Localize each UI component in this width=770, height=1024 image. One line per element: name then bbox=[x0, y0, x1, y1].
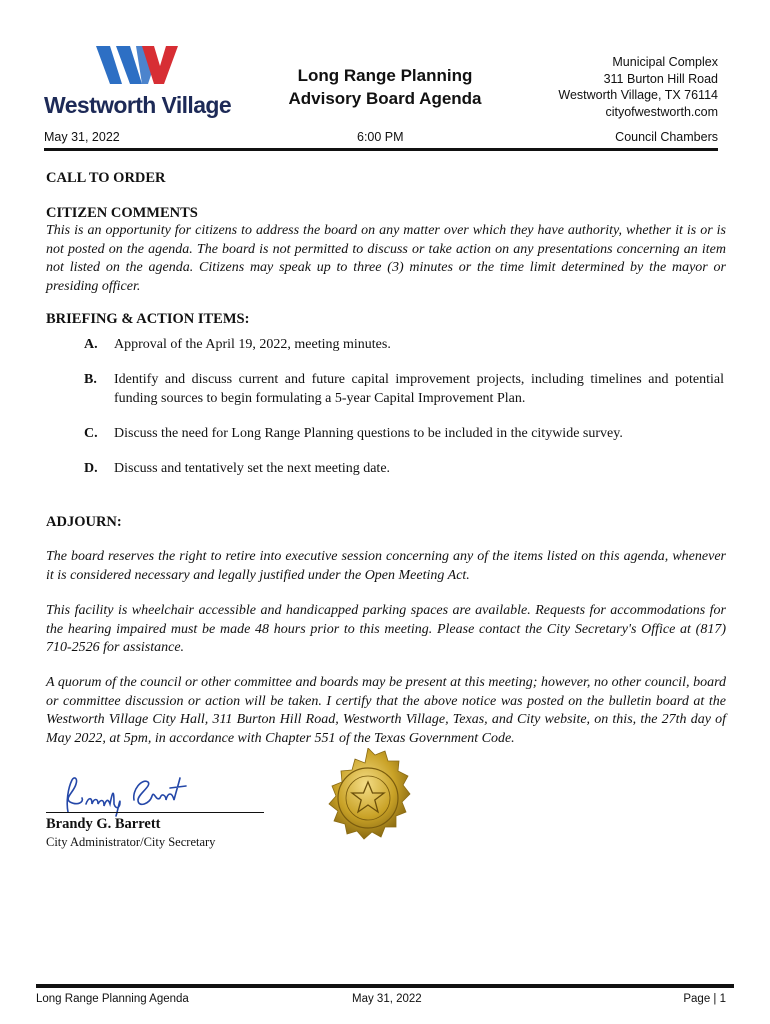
agenda-item-b bbox=[84, 371, 724, 408]
item-letter: C. bbox=[84, 426, 98, 441]
agenda-item-a bbox=[84, 336, 724, 355]
briefing-heading: BRIEFING & ACTION ITEMS: bbox=[46, 311, 250, 327]
notice-2-text: This facility is wheelchair accessible and handicapped parking spaces are available. Requests for accommodations for the hearing impaired must be made 48 hours prior to this meeting. Please contact the City Secretary's Office at (817) 710-2526 for assistance. bbox=[46, 603, 726, 655]
signer-name: Brandy G. Barrett bbox=[46, 816, 161, 832]
signature-line bbox=[46, 812, 264, 813]
footer-page-number: Page | 1 bbox=[683, 993, 726, 1005]
briefing-section bbox=[46, 311, 726, 328]
adjourn-section bbox=[46, 514, 726, 531]
footer-document-name: Long Range Planning Agenda bbox=[36, 993, 189, 1005]
notice-quorum bbox=[46, 674, 726, 748]
meeting-info-row bbox=[44, 130, 718, 148]
footer-divider bbox=[36, 984, 734, 988]
item-text: Approval of the April 19, 2022, meeting minutes. bbox=[114, 337, 391, 352]
agenda-item-d bbox=[84, 460, 724, 479]
citizen-comments-section bbox=[46, 205, 726, 296]
gold-star-seal-icon bbox=[312, 748, 424, 848]
citizen-comments-heading: CITIZEN COMMENTS bbox=[46, 205, 198, 221]
notice-3-text: A quorum of the council or other committee and boards may be present at this meeting; however, no other council, board or committee discussion or action will be taken. I certify that the above notice was posted on the bulletin board at the Westworth Village City Hall, 311 Burton Hill Road, Westworth Village, Texas, and City website, on this, the 27th day of May 2022, at 5pm, in accordance with Chapter 551 of the Texas Government Code. bbox=[46, 675, 726, 746]
wv-logo-icon bbox=[96, 44, 178, 86]
meeting-location: Council Chambers bbox=[615, 130, 718, 144]
address-line-3: Westworth Village, TX 76114 bbox=[558, 88, 718, 102]
logo-text: Westworth Village bbox=[44, 92, 232, 118]
header-divider bbox=[44, 148, 718, 151]
address-line-2: 311 Burton Hill Road bbox=[603, 71, 718, 86]
item-text: Identify and discuss current and future capital improvement projects, including timelines and potential funding sources to begin formulating a 5-year Capital Improvement Plan. bbox=[114, 372, 724, 406]
call-to-order-heading: CALL TO ORDER bbox=[46, 170, 166, 186]
document-title bbox=[270, 64, 500, 110]
address-line-4: cityofwestworth.com bbox=[605, 104, 718, 119]
item-text: Discuss and tentatively set the next meeting date. bbox=[114, 461, 391, 476]
call-to-order-section bbox=[46, 170, 726, 187]
notice-executive-session bbox=[46, 548, 726, 585]
item-letter: A. bbox=[84, 337, 98, 352]
item-text: Discuss the need for Long Range Planning questions to be included in the citywide survey. bbox=[114, 426, 623, 441]
footer-date: May 31, 2022 bbox=[352, 993, 422, 1005]
title-line-1: Long Range Planning bbox=[297, 66, 473, 85]
address-line-1: Municipal Complex bbox=[612, 55, 718, 69]
agenda-item-c bbox=[84, 425, 724, 444]
item-letter: D. bbox=[84, 461, 98, 476]
item-letter: B. bbox=[84, 372, 97, 387]
notice-1-text: The board reserves the right to retire into executive session concerning any of the items listed on this agenda, whenever it is considered necessary and legally justified under the Open Meeting Act. bbox=[46, 549, 726, 583]
signer-title: City Administrator/City Secretary bbox=[46, 835, 216, 849]
meeting-time: 6:00 PM bbox=[357, 130, 404, 144]
meeting-date: May 31, 2022 bbox=[44, 130, 120, 144]
westworth-village-logo bbox=[44, 44, 234, 124]
adjourn-heading: ADJOURN: bbox=[46, 514, 122, 530]
citizen-comments-text: This is an opportunity for citizens to address the board on any matter over which they have authority, whether it is or is not posted on the agenda. The board is not permitted to discuss or take action on any presentations concerning an item not listed on the agenda. Citizens may speak up to three (3) minutes or the time limit determined by the mayor or presiding officer. bbox=[46, 223, 726, 294]
address-block bbox=[558, 54, 718, 120]
notice-accessibility bbox=[46, 602, 726, 658]
title-line-2: Advisory Board Agenda bbox=[288, 89, 482, 108]
